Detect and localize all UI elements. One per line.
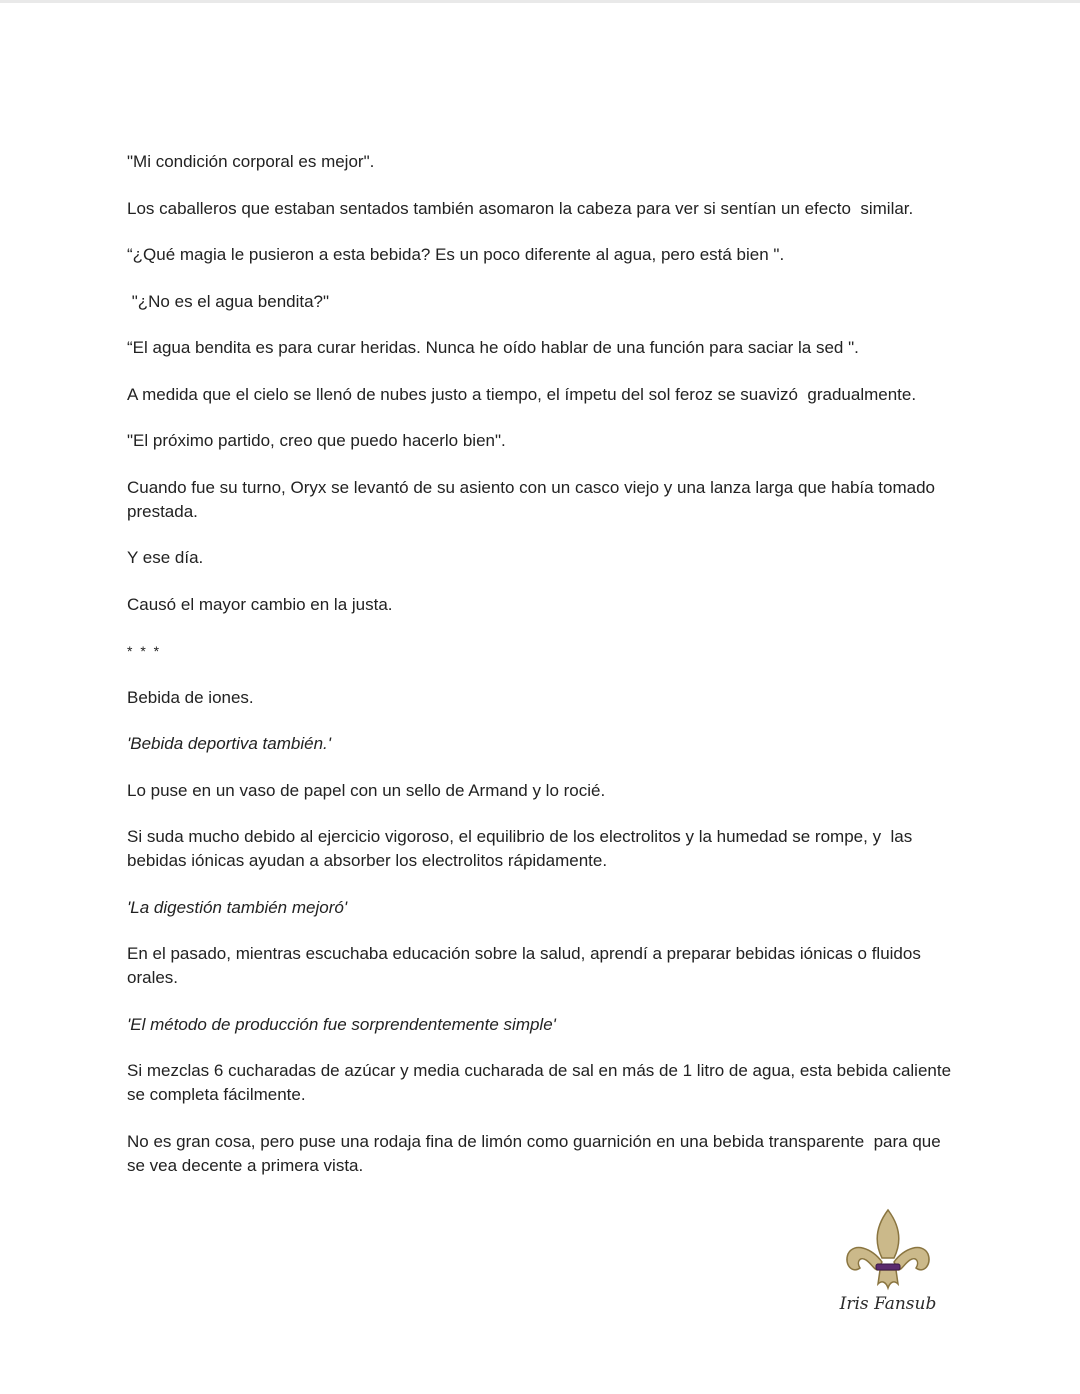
fansub-watermark [838,1208,938,1323]
paragraph: Causó el mayor cambio en la justa. [127,594,393,614]
watermark-label: Iris Fansub [839,1294,937,1314]
paragraph: No es gran cosa, pero puse una rodaja fina de limón como guarnición en una bebida transparente para que se vea decente a primera vista. [127,1131,946,1175]
paragraph: Y ese día. [127,548,204,567]
paragraph: “El agua bendita es para curar heridas. Nunca he oído hablar de una función para saciar la sed ". [127,338,859,357]
thought-paragraph: 'El método de producción fue sorprendentemente simple' [127,1014,556,1034]
paragraph: Bebida de iones. [127,687,254,707]
paragraph: "El próximo partido, creo que puedo hacerlo bien". [127,431,506,450]
paragraph: En el pasado, mientras escuchaba educación sobre la salud, aprendí a preparar bebidas iónicas o fluidos orales. [127,944,926,987]
paragraph: Si mezclas 6 cucharadas de azúcar y media cucharada de sal en más de 1 litro de agua, esta bebida caliente se completa fácilmente. [127,1061,956,1104]
paragraph: Lo puse en un vaso de papel con un sello de Armand y lo rocié. [127,780,606,800]
paragraph: Si suda mucho debido al ejercicio vigoroso, el equilibrio de los electrolitos y la humedad se rompe, y las bebidas iónicas ayudan a absorber los electrolitos rápidamente. [127,827,917,870]
paragraph: "Mi condición corporal es mejor". [127,152,375,171]
thought-paragraph: 'La digestión también mejoró' [127,897,348,917]
thought-paragraph: 'Bebida deportiva también.' [127,734,332,753]
section-break: * * * [127,643,162,659]
paragraph: "¿No es el agua bendita?" [127,291,330,311]
paragraph: Los caballeros que estaban sentados también asomaron la cabeza para ver si sentían un efecto similar. [127,198,914,218]
top-divider [0,0,1080,3]
fleur-de-lis-icon [844,1208,932,1292]
paragraph: Cuando fue su turno, Oryx se levantó de su asiento con un casco viejo y una lanza larga que había tomado prestada. [127,477,940,521]
document-body [127,150,957,1200]
paragraph: “¿Qué magia le pusieron a esta bebida? Es un poco diferente al agua, pero está bien ". [127,245,785,264]
paragraph: A medida que el cielo se llenó de nubes justo a tiempo, el ímpetu del sol feroz se suavizó gradualmente. [127,384,917,404]
